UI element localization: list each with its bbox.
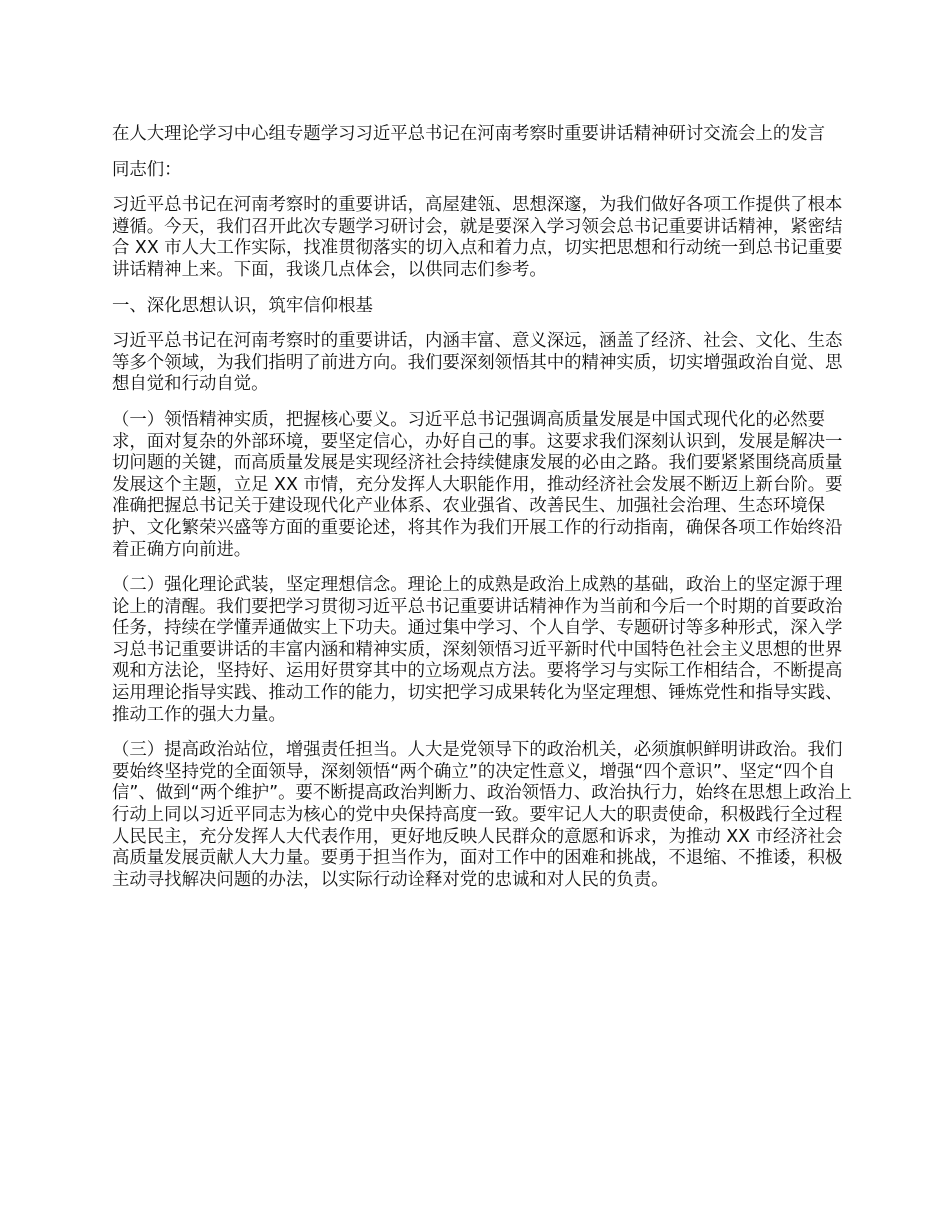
section-1-intro-paragraph: 习近平总书记在河南考察时的重要讲话，内涵丰富、意义深远，涵盖了经济、社会、文化、生态等多个领域，为我们指明了前进方向。我们要深刻领悟其中的精神实质，切实增强政治自觉、思想自觉和行动自觉。 bbox=[112, 331, 843, 395]
point-3-paragraph: （三）提高政治站位，增强责任担当。人大是党领导下的政治机关，必须旗帜鲜明讲政治。我们要始终坚持党的全面领导，深刻领悟“两个确立”的决定性意义，增强“四个意识”、坚定“四个自信”、做到“两个维护”。要不断提高政治判断力、政治领悟力、政治执行力，始终在思想上政治上行动上同以习近平同志为核心的党中央保持高度一致。要牢记人大的职责使命，积极践行全过程人民民主，充分发挥人大代表作用，更好地反映人民群众的意愿和诉求，为推动 XX 市经济社会高质量发展贡献人大力量。要勇于担当作为，面对工作中的困难和挑战，不退缩、不推诿，积极主动寻找解决问题的办法，以实际行动诠释对党的忠诚和对人民的负责。 bbox=[112, 740, 853, 890]
point-2-paragraph: （二）强化理论武装，坚定理想信念。理论上的成熟是政治上成熟的基础，政治上的坚定源于理论上的清醒。我们要把学习贯彻习近平总书记重要讲话精神作为当前和今后一个时期的首要政治任务，持续在学懂弄通做实上下功夫。通过集中学习、个人自学、专题研讨等多种形式，深入学习总书记重要讲话的丰富内涵和精神实质，深刻领悟习近平新时代中国特色社会主义思想的世界观和方法论，坚持好、运用好贯穿其中的立场观点方法。要将学习与实际工作相结合，不断提高运用理论指导实践、推动工作的能力，切实把学习成果转化为坚定理想、锤炼党性和指导实践、推动工作的强大力量。 bbox=[112, 575, 843, 725]
point-1-paragraph: （一）领悟精神实质，把握核心要义。习近平总书记强调高质量发展是中国式现代化的必然要求，面对复杂的外部环境，要坚定信心，办好自己的事。这要求我们深刻认识到，发展是解决一切问题的关键，而高质量发展是实现经济社会持续健康发展的必由之路。我们要紧紧围绕高质量发展这个主题，立足 XX 市情，充分发挥人大职能作用，推动经济社会发展不断迈上新台阶。要准确把握总书记关于建设现代化产业体系、农业强省、改善民生、加强社会治理、生态环境保护、文化繁荣兴盛等方面的重要论述，将其作为我们开展工作的行动指南，确保各项工作始终沿着正确方向前进。 bbox=[112, 409, 843, 560]
document-title: 在人大理论学习中心组专题学习习近平总书记在河南考察时重要讲话精神研讨交流会上的发言 bbox=[112, 124, 826, 144]
salutation: 同志们： bbox=[112, 159, 182, 180]
intro-paragraph: 习近平总书记在河南考察时的重要讲话，高屋建瓴、思想深邃，为我们做好各项工作提供了根本遵循。今天，我们召开此次专题学习研讨会，就是要深入学习领会总书记重要讲话精神，紧密结合 XX 市人大工作实际，找准贯彻落实的切入点和着力点，切实把思想和行动统一到总书记重要讲话精神上来。下面，我谈几点体会，以供同志们参考。 bbox=[112, 195, 843, 280]
document-page bbox=[112, 124, 857, 891]
section-heading-1: 一、深化思想认识，筑牢信仰根基 bbox=[112, 295, 373, 316]
